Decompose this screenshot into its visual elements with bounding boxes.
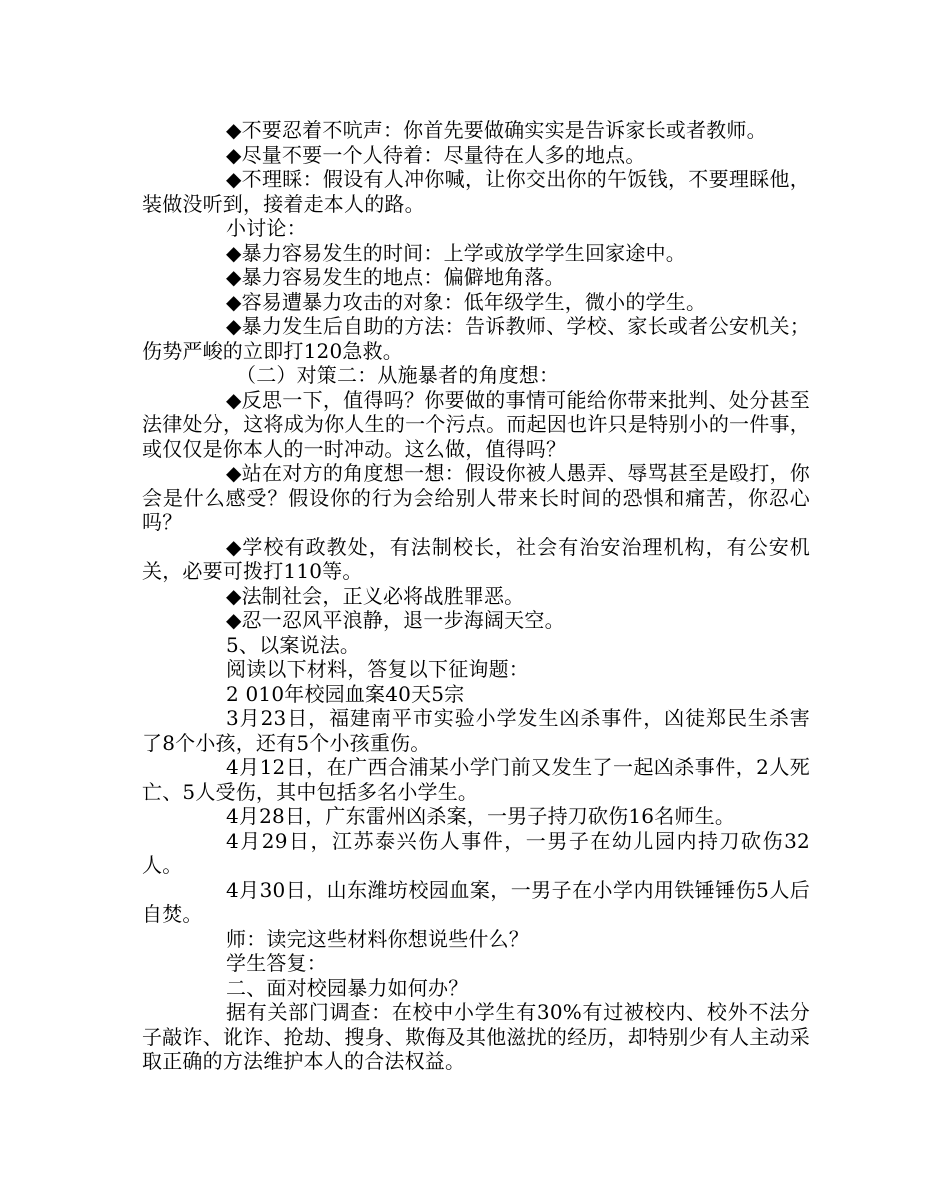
paragraph: ◆暴力容易发生的地点：偏僻地角落。 xyxy=(226,265,565,289)
paragraph: 师：读完这些材料你想说些什么？ xyxy=(226,926,529,951)
case-title: 2 010年校园血案40天5宗 xyxy=(226,681,465,706)
paragraph: 4月12日，在广西合浦某小学门前又发生了一起凶杀事件，2人死亡、5人受伤，其中包括多名小学生。 xyxy=(142,755,810,804)
document-body xyxy=(142,118,810,1074)
paragraph: 学生答复： xyxy=(226,951,327,975)
paragraph: ◆忍一忍风平浪静，退一步海阔天空。 xyxy=(226,608,565,632)
paragraph: ◆暴力容易发生的时间：上学或放学学生回家途中。 xyxy=(226,240,686,265)
section-heading: （二）对策二：从施暴者的角度想： xyxy=(236,363,560,387)
paragraph: 3月23日，福建南平市实验小学发生凶杀事件，凶徒郑民生杀害了8个小孩，还有5个小孩重伤。 xyxy=(142,706,810,755)
paragraph: 4月29日，江苏泰兴伤人事件，一男子在幼儿园内持刀砍伤32人。 xyxy=(142,828,810,877)
paragraph: ◆不理睬：假设有人冲你喊，让你交出你的午饭钱，不要理睬他，装做没听到，接着走本人的路。 xyxy=(142,167,810,216)
paragraph: ◆站在对方的角度想一想：假设你被人愚弄、辱骂甚至是殴打，你会是什么感受？假设你的行为会给别人带来长时间的恐惧和痛苦，你忍心吗？ xyxy=(142,461,810,534)
paragraph: ◆容易遭暴力攻击的对象：低年级学生，微小的学生。 xyxy=(226,289,707,314)
paragraph: 小讨论： xyxy=(226,216,307,240)
paragraph: ◆尽量不要一个人待着：尽量待在人多的地点。 xyxy=(226,142,646,167)
paragraph: 4月30日，山东潍坊校园血案，一男子在小学内用铁锤锤伤5人后自焚。 xyxy=(142,877,810,926)
section-heading: 二、面对校园暴力如何办？ xyxy=(226,975,469,1000)
paragraph: ◆法制社会，正义必将战胜罪恶。 xyxy=(226,583,525,608)
paragraph: ◆不要忍着不吭声：你首先要做确实实是告诉家长或者教师。 xyxy=(226,118,767,142)
paragraph: 阅读以下材料，答复以下征询题： xyxy=(226,657,529,681)
paragraph: ◆学校有政教处，有法制校长，社会有治安治理机构，有公安机关，必要可拨打110等。 xyxy=(142,534,810,583)
paragraph: ◆反思一下，值得吗？你要做的事情可能给你带来批判、处分甚至法律处分，这将成为你人生的一个污点。而起因也许只是特别小的一件事，或仅仅是你本人的一时冲动。这么做，值得吗？ xyxy=(142,387,810,461)
paragraph: 4月28日，广东雷州凶杀案，一男子持刀砍伤16名师生。 xyxy=(226,804,736,828)
paragraph: ◆暴力发生后自助的方法：告诉教师、学校、家长或者公安机关；伤势严峻的立即打120急救。 xyxy=(142,314,810,363)
paragraph: 5、以案说法。 xyxy=(226,632,361,657)
paragraph: 据有关部门调查：在校中小学生有30%有过被校内、校外不法分子敲诈、讹诈、抢劫、搜身、欺侮及其他滋扰的经历，却特别少有人主动采取正确的方法维护本人的合法权益。 xyxy=(142,1000,810,1073)
